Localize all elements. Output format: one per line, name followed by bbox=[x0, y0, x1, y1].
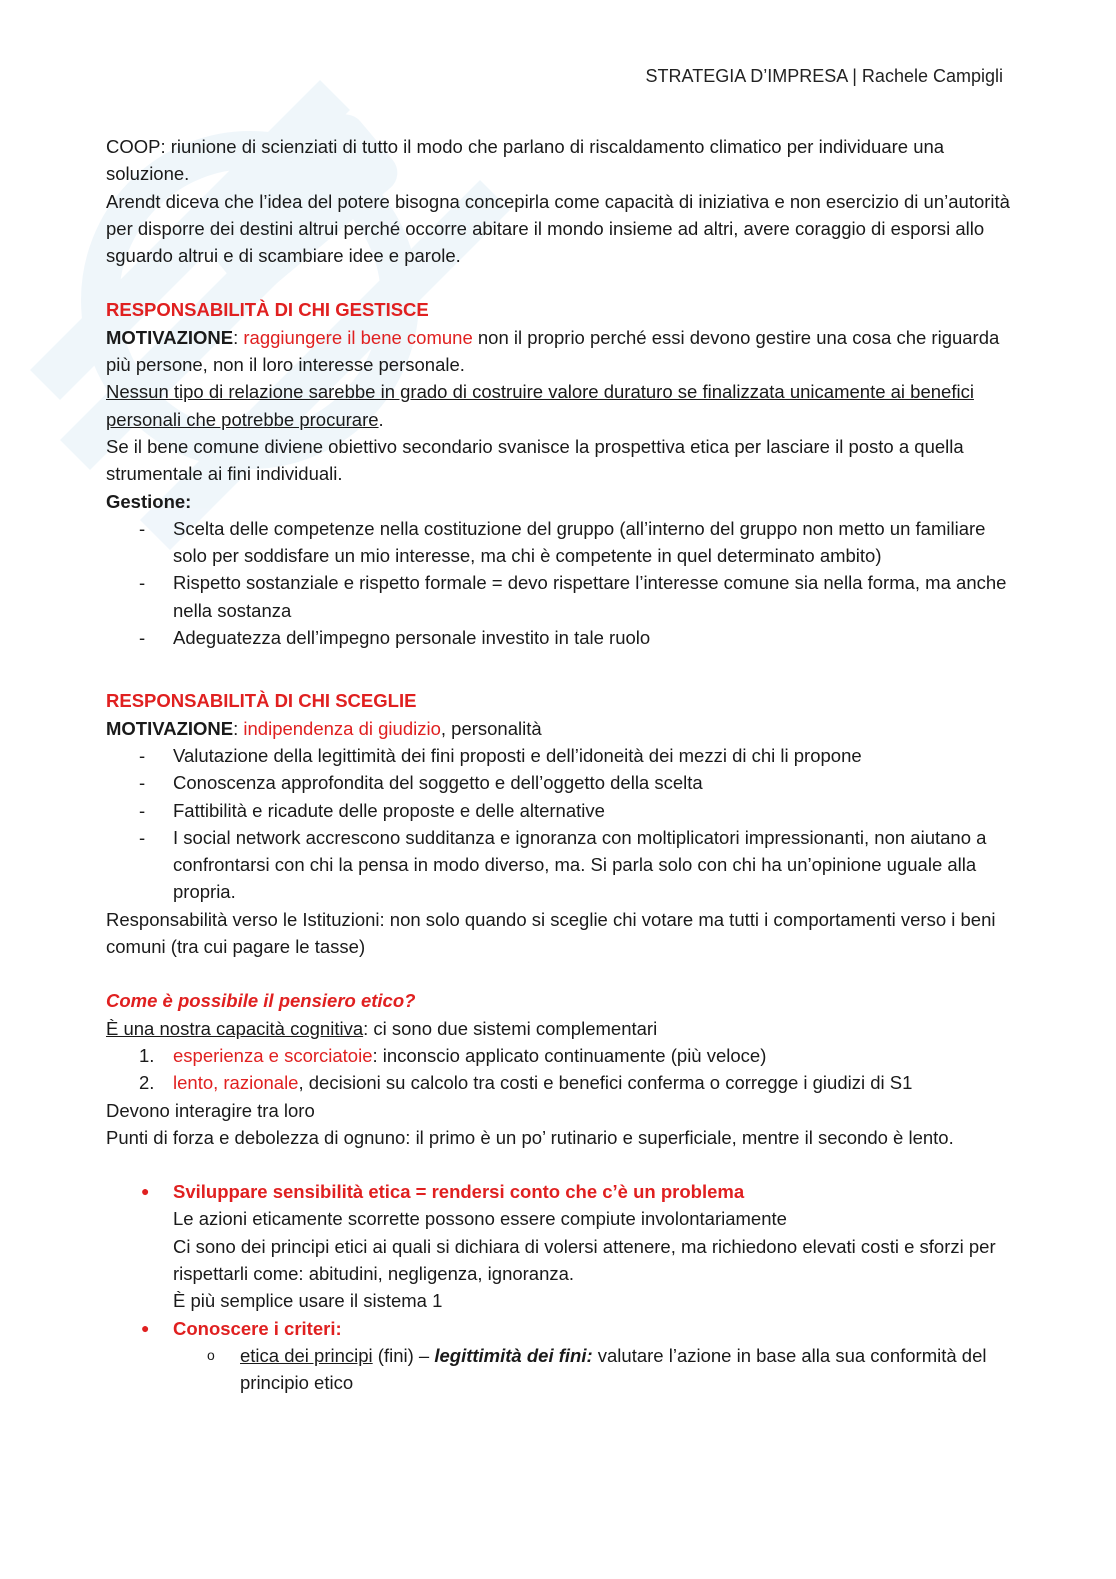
capacita-underlined: È una nostra capacità cognitiva bbox=[106, 1017, 364, 1039]
motivazione-highlight: raggiungere il bene comune bbox=[243, 326, 473, 348]
etica-paren: (fini) – bbox=[372, 1344, 435, 1366]
section-heading-gestisce: RESPONSABILITÀ DI CHI GESTISCE bbox=[106, 299, 429, 321]
page-header: STRATEGIA D’IMPRESA | Rachele Campigli bbox=[645, 66, 1003, 86]
list-item bbox=[106, 824, 1011, 906]
list-item bbox=[106, 515, 1011, 570]
istituzioni-paragraph: Responsabilità verso le Istituzioni: non solo quando si sceglie chi votare ma tutti i comportamenti verso i beni comuni (tra cui pagare le tasse) bbox=[106, 908, 996, 958]
bullet-title: Conoscere i criteri: bbox=[173, 1317, 342, 1339]
dash-marker: - bbox=[139, 772, 146, 794]
motivazione-colon: : bbox=[233, 717, 244, 739]
capacita-paragraph bbox=[106, 1015, 1011, 1042]
list-item-text: Valutazione della legittimità dei fini proposti e dell’idoneità dei mezzi di chi li propone bbox=[173, 744, 862, 766]
motivazione-text: non il proprio perché essi devono gestire una cosa che riguarda più persone, non il loro interesse personale. bbox=[106, 326, 1000, 376]
list-item bbox=[106, 742, 1011, 769]
gestione-list bbox=[106, 515, 1011, 651]
list-item bbox=[106, 769, 1011, 796]
motivazione-label: MOTIVAZIONE bbox=[106, 717, 234, 739]
dash-marker: - bbox=[139, 799, 146, 821]
dash-marker: - bbox=[139, 627, 146, 649]
criteria-sub-list bbox=[106, 1342, 1011, 1397]
section-heading-pensiero-etico: Come è possibile il pensiero etico? bbox=[106, 990, 416, 1012]
list-item bbox=[106, 624, 1011, 651]
number-marker: 1. bbox=[139, 1044, 155, 1066]
dash-marker: - bbox=[139, 826, 146, 848]
list-item bbox=[106, 797, 1011, 824]
punti-paragraph: Punti di forza e debolezza di ognuno: il primo è un po’ rutinario e superficiale, mentre il secondo è lento. bbox=[106, 1126, 954, 1148]
number-marker: 2. bbox=[139, 1072, 155, 1094]
etica-principi: etica dei principi bbox=[240, 1344, 373, 1366]
legittimita-fini: legittimità dei fini: bbox=[434, 1344, 593, 1366]
list-item bbox=[106, 1315, 1011, 1342]
relazione-end: . bbox=[378, 408, 384, 430]
sceglie-list bbox=[106, 742, 1011, 906]
list-item-text: Adeguatezza dell’impegno personale investito in tale ruolo bbox=[173, 627, 651, 649]
motivazione-colon: : bbox=[233, 326, 244, 348]
bullet-line: Ci sono dei principi etici ai quali si dichiara di volersi attenere, ma richiedono elevati costi e sforzi per rispettarli come: abitudini, negligenza, ignoranza. bbox=[173, 1235, 996, 1284]
systems-list bbox=[106, 1042, 1011, 1097]
list-item-text: Rispetto sostanziale e rispetto formale = devo rispettare l’interesse comune sia nella forma, ma anche nella sostanza bbox=[173, 572, 1007, 621]
motivazione-gestisce bbox=[106, 324, 1011, 379]
motivazione-highlight: indipendenza di giudizio bbox=[243, 717, 441, 739]
list-item-text: Conoscenza approfondita del soggetto e dell’oggetto della scelta bbox=[173, 772, 703, 794]
list-item bbox=[106, 1042, 1011, 1069]
bullet-line: Le azioni eticamente scorrette possono essere compiute involontariamente bbox=[173, 1208, 787, 1230]
list-item-text: Scelta delle competenze nella costituzione del gruppo (all’interno del gruppo non metto un familiare solo per soddisfare un mio interesse, ma chi è competente in quel determinato ambito) bbox=[173, 517, 986, 567]
bullet-line: È più semplice usare il sistema 1 bbox=[173, 1290, 443, 1312]
bullet-icon: ● bbox=[141, 1319, 150, 1336]
list-item bbox=[106, 1342, 1011, 1397]
list-item bbox=[106, 569, 1011, 624]
list-item-text: I social network accrescono sudditanza e ignoranza con moltiplicatori impressionanti, non aiutano a confrontarsi con chi la pensa in modo diverso, ma. Si parla solo con chi ha un’opinione uguale alla propria. bbox=[173, 826, 987, 903]
bullet-title: Sviluppare sensibilità etica = rendersi conto che c’è un problema bbox=[173, 1181, 745, 1203]
interagire-paragraph: Devono interagire tra loro bbox=[106, 1099, 315, 1121]
motivazione-text: , personalità bbox=[440, 717, 542, 739]
bullet-icon: ● bbox=[141, 1183, 150, 1200]
system-name: esperienza e scorciatoie bbox=[173, 1044, 373, 1066]
criteria-bullet-list bbox=[106, 1178, 1011, 1342]
system-name: lento, razionale bbox=[173, 1072, 299, 1094]
list-item-text: Fattibilità e ricadute delle proposte e delle alternative bbox=[173, 799, 605, 821]
circle-bullet-icon: o bbox=[207, 1346, 215, 1363]
system-desc: , decisioni su calcolo tra costi e benefici conferma o corregge i giudizi di S1 bbox=[298, 1072, 913, 1094]
relazione-paragraph bbox=[106, 378, 1011, 433]
relazione-underlined: Nessun tipo di relazione sarebbe in grado di costruire valore duraturo se finalizzata unicamente ai benefici personali che potrebbe procurare bbox=[106, 381, 974, 430]
intro-coop-paragraph: COOP: riunione di scienziati di tutto il modo che parlano di riscaldamento climatico per individuare una soluzione. bbox=[106, 136, 945, 185]
dash-marker: - bbox=[139, 517, 146, 539]
section-heading-sceglie: RESPONSABILITÀ DI CHI SCEGLIE bbox=[106, 690, 417, 712]
etica-desc: valutare l’azione in base alla sua conformità del principio etico bbox=[240, 1344, 987, 1394]
capacita-text: : ci sono due sistemi complementari bbox=[363, 1017, 658, 1039]
motivazione-sceglie bbox=[106, 715, 1011, 742]
intro-arendt-paragraph: Arendt diceva che l’idea del potere bisogna concepirla come capacità di iniziativa e non esercizio di un’autorità per disporre dei destini altrui perché occorre abitare il mondo insieme ad altri, avere coraggio di esporsi allo sguardo altrui e di scambiare idee e parole. bbox=[106, 190, 1010, 267]
dash-marker: - bbox=[139, 744, 146, 766]
dash-marker: - bbox=[139, 572, 146, 594]
system-desc: : inconscio applicato continuamente (più veloce) bbox=[372, 1044, 767, 1066]
list-item bbox=[106, 1069, 1011, 1096]
document-body bbox=[106, 133, 1011, 1396]
motivazione-label: MOTIVAZIONE bbox=[106, 326, 234, 348]
gestione-label: Gestione: bbox=[106, 490, 192, 512]
list-item bbox=[106, 1178, 1011, 1314]
bene-comune-paragraph: Se il bene comune diviene obiettivo secondario svanisce la prospettiva etica per lasciare il posto a quella strumentale ai fini individuali. bbox=[106, 435, 964, 485]
